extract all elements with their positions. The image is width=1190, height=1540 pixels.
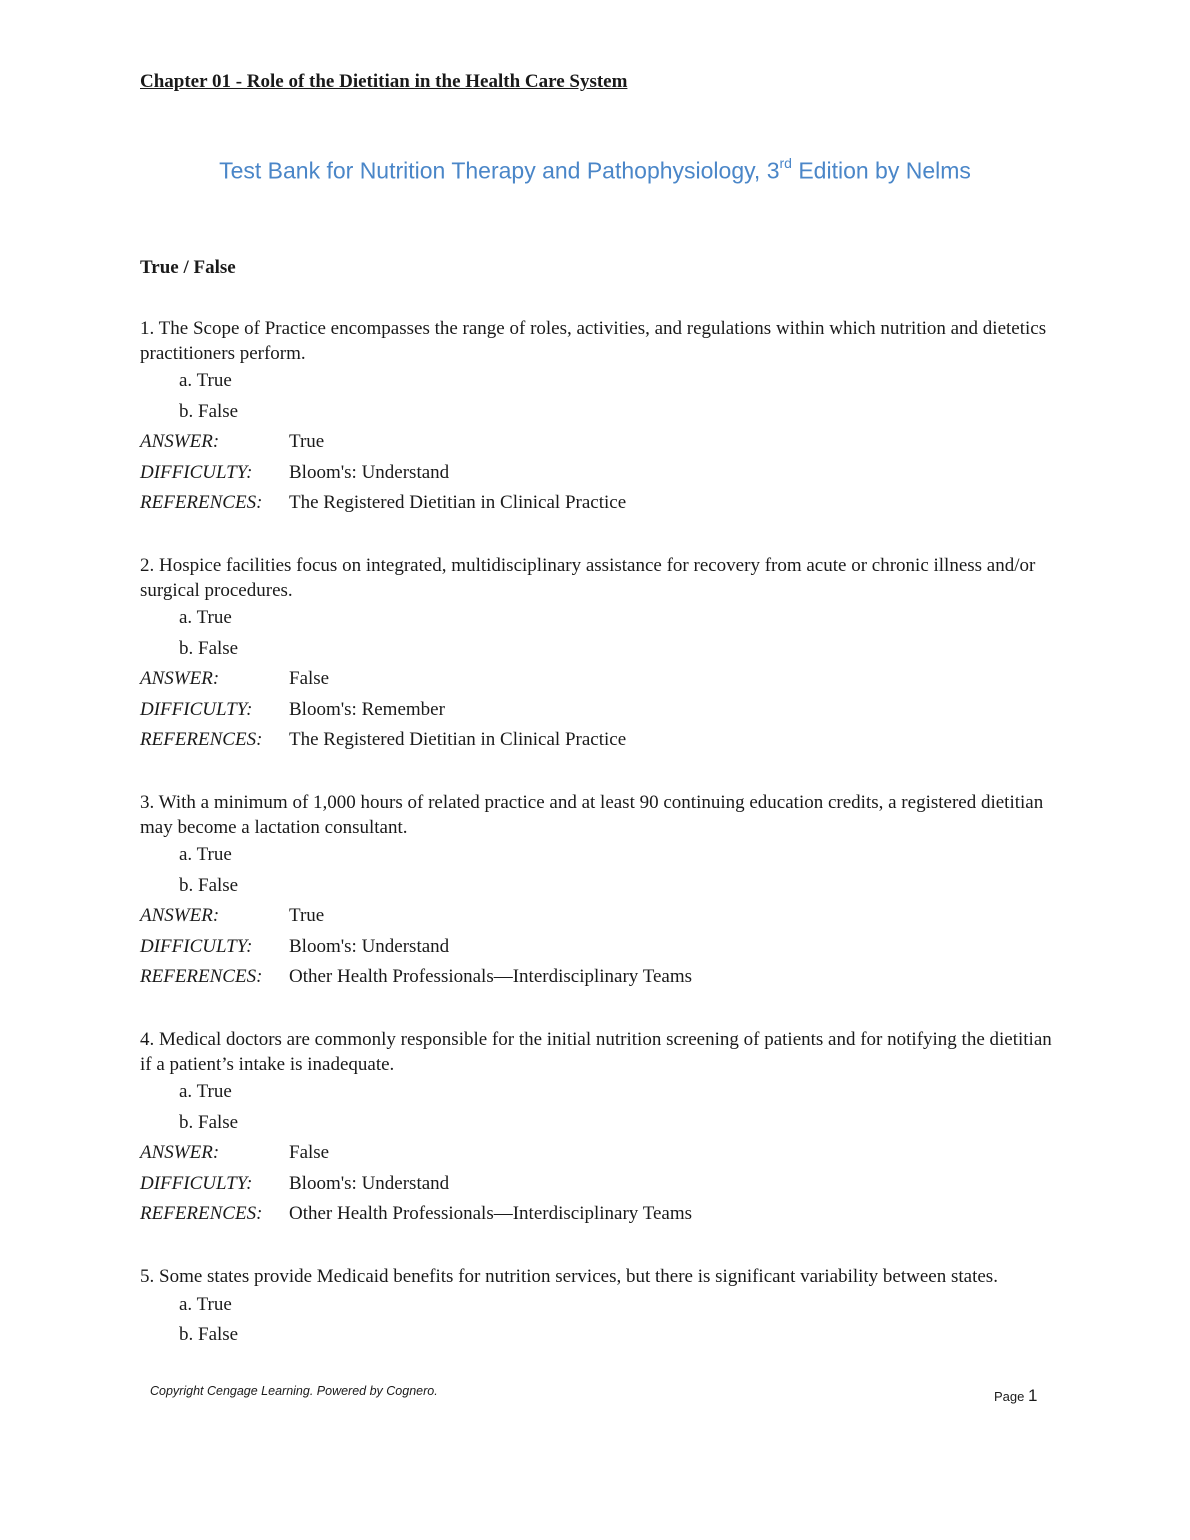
references-label: REFERENCES: (140, 492, 263, 513)
answer-label: ANSWER: (140, 431, 220, 452)
references-value: The Registered Dietitian in Clinical Practice (289, 729, 627, 750)
answer-label: ANSWER: (140, 1142, 220, 1163)
difficulty-label: DIFFICULTY: (140, 461, 253, 483)
question-stem: 1. The Scope of Practice encompasses the range of roles, activities, and regulations within which nutrition and dietetics practitioners perform. (140, 318, 1047, 364)
answer-row (140, 427, 1060, 458)
section-heading: True / False (140, 257, 236, 278)
answer-row (140, 664, 1060, 695)
question-stem: 5. Some states provide Medicaid benefits for nutrition services, but there is significant variability between states. (140, 1266, 998, 1287)
difficulty-row (140, 695, 1060, 726)
page-number: 1 (1027, 1386, 1038, 1405)
option-b: b. False (179, 1111, 239, 1133)
option-a: a. True (179, 844, 232, 865)
references-value: Other Health Professionals—Interdisciplinary Teams (289, 1203, 693, 1224)
references-label: REFERENCES: (140, 729, 263, 750)
answer-value: True (289, 905, 325, 926)
question-5 (140, 1265, 1060, 1351)
difficulty-value: Bloom's: Understand (289, 461, 450, 483)
option-a: a. True (179, 370, 232, 391)
difficulty-value: Bloom's: Understand (289, 1172, 450, 1194)
document-title-superscript: rd (779, 155, 792, 171)
option-a: a. True (179, 1293, 232, 1315)
document-title-rest: Edition by Nelms (791, 157, 971, 184)
difficulty-value: Bloom's: Understand (289, 935, 450, 957)
difficulty-label: DIFFICULTY: (140, 935, 253, 957)
option-b: b. False (179, 874, 239, 896)
chapter-title: Chapter 01 - Role of the Dietitian in the Health Care System (140, 71, 628, 92)
answer-row (140, 1138, 1060, 1169)
option-b: b. False (179, 400, 239, 422)
question-stem: 2. Hospice facilities focus on integrated, multidisciplinary assistance for recovery from acute or chronic illness and/or surgical procedures. (140, 555, 1036, 601)
references-value: The Registered Dietitian in Clinical Practice (289, 492, 627, 513)
difficulty-value: Bloom's: Remember (289, 698, 445, 720)
footer-copyright: Copyright Cengage Learning. Powered by Cognero. (150, 1384, 438, 1398)
references-row (140, 1199, 1060, 1230)
question-2 (140, 554, 1060, 756)
answer-label: ANSWER: (140, 905, 220, 926)
references-row (140, 725, 1060, 756)
difficulty-row (140, 932, 1060, 963)
document-title-main: Test Bank for Nutrition Therapy and Pathophysiology, 3 (219, 157, 780, 184)
question-1 (140, 317, 1060, 519)
answer-label: ANSWER: (140, 668, 220, 689)
difficulty-label: DIFFICULTY: (140, 698, 253, 720)
difficulty-row (140, 1169, 1060, 1200)
option-a: a. True (179, 607, 232, 628)
answer-value: False (289, 1142, 330, 1163)
references-label: REFERENCES: (140, 1203, 263, 1224)
answer-row (140, 901, 1060, 932)
option-b: b. False (179, 1324, 239, 1345)
answer-value: False (289, 668, 330, 689)
answer-value: True (289, 431, 325, 452)
page-label: Page (994, 1389, 1028, 1404)
question-4 (140, 1028, 1060, 1230)
question-stem: 4. Medical doctors are commonly responsible for the initial nutrition screening of patients and for notifying the dietitian if a patient’s intake is inadequate. (140, 1029, 1052, 1075)
question-3 (140, 791, 1060, 993)
option-b: b. False (179, 637, 239, 659)
difficulty-row (140, 458, 1060, 489)
option-a: a. True (179, 1081, 232, 1102)
footer-page-number (994, 1386, 1037, 1406)
references-value: Other Health Professionals—Interdisciplinary Teams (289, 966, 693, 987)
difficulty-label: DIFFICULTY: (140, 1172, 253, 1194)
references-label: REFERENCES: (140, 966, 263, 987)
document-title (0, 157, 1190, 185)
references-row (140, 962, 1060, 993)
references-row (140, 488, 1060, 519)
question-stem: 3. With a minimum of 1,000 hours of related practice and at least 90 continuing education credits, a registered dietitian may become a lactation consultant. (140, 792, 1044, 838)
